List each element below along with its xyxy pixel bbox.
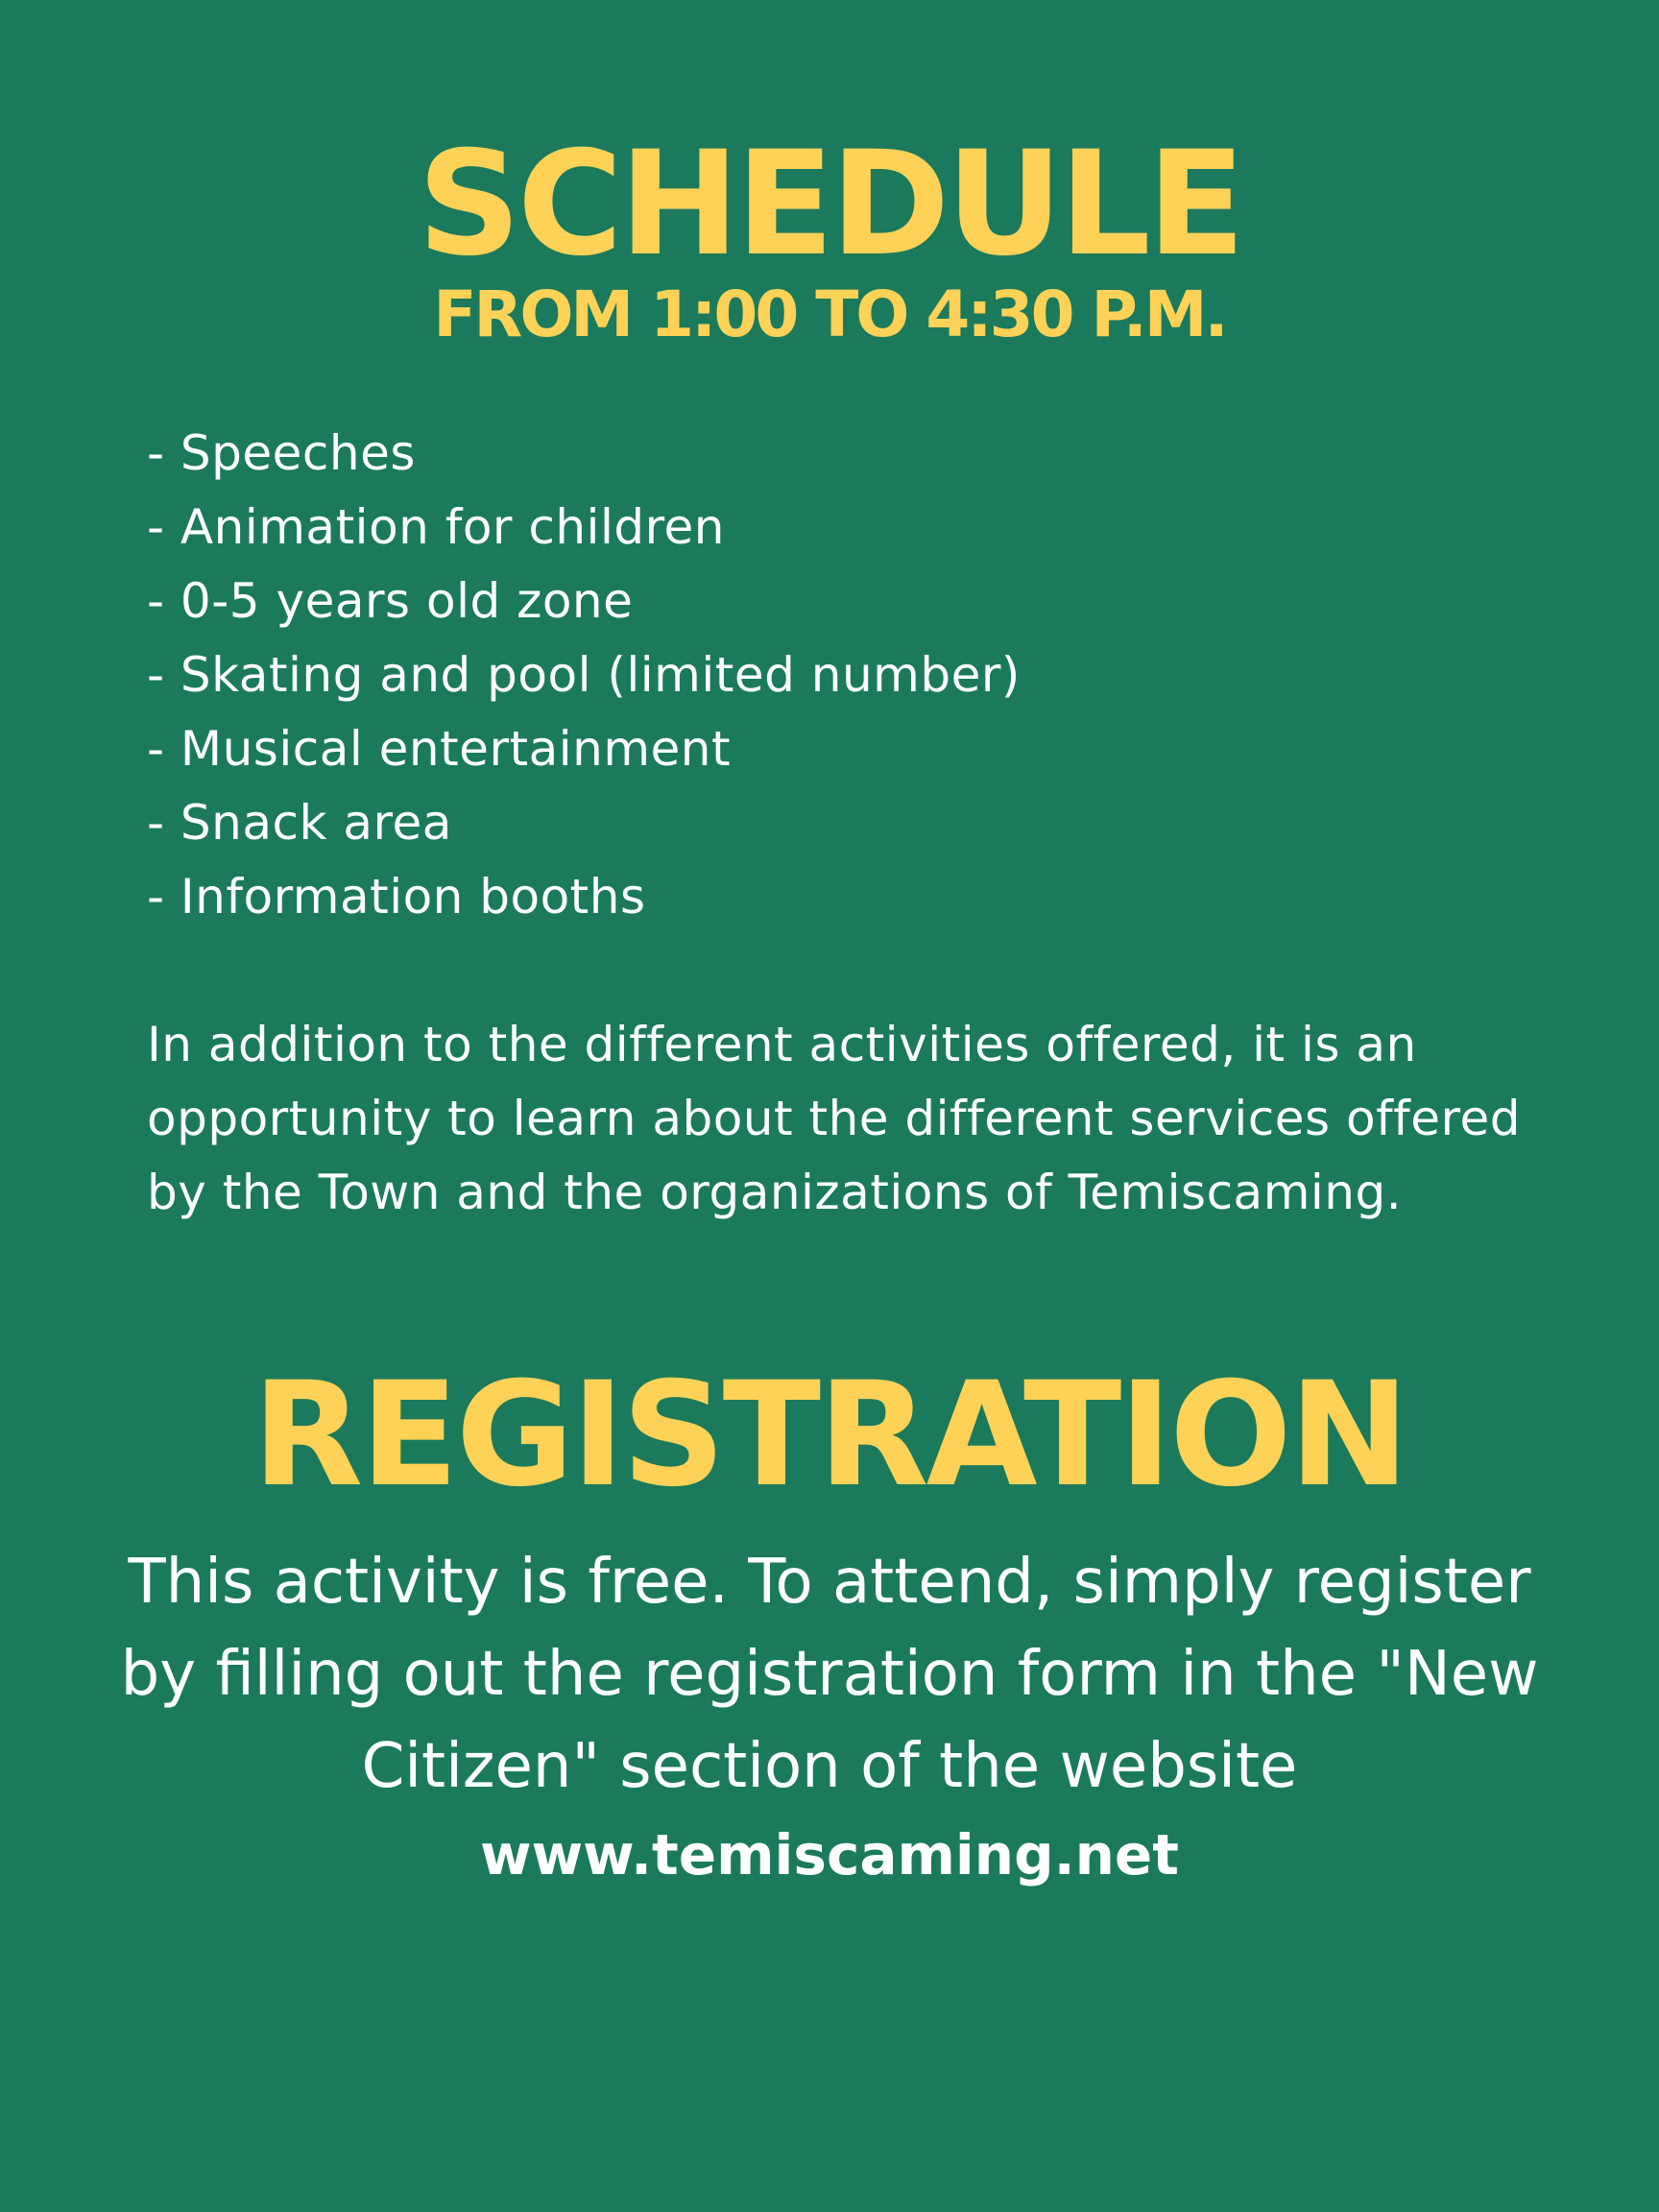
- schedule-time-subtitle: FROM 1:00 TO 4:30 P.M.: [433, 277, 1226, 351]
- registration-text: This activity is free. To attend, simply register by filling out the registration form in the "New Citizen" section of the website: [120, 1547, 1539, 1802]
- list-item: - Snack area: [147, 795, 452, 851]
- list-item: - Musical entertainment: [147, 721, 732, 777]
- list-item: - Information booths: [147, 869, 646, 925]
- list-item: - Speeches: [147, 425, 416, 481]
- list-item: - Skating and pool (limited number): [147, 647, 1021, 703]
- registration-title: REGISTRATION: [252, 1352, 1407, 1519]
- schedule-title: SCHEDULE: [417, 121, 1242, 288]
- list-item: - 0-5 years old zone: [147, 573, 634, 629]
- activity-list: [147, 417, 1021, 934]
- list-item: - Animation for children: [147, 499, 725, 555]
- intro-paragraph: In addition to the different activities offered, it is an opportunity to learn about the different services offered by the Town and the organizations of Temiscaming.: [147, 1017, 1521, 1220]
- website-link[interactable]: www.temiscaming.net: [479, 1822, 1179, 1887]
